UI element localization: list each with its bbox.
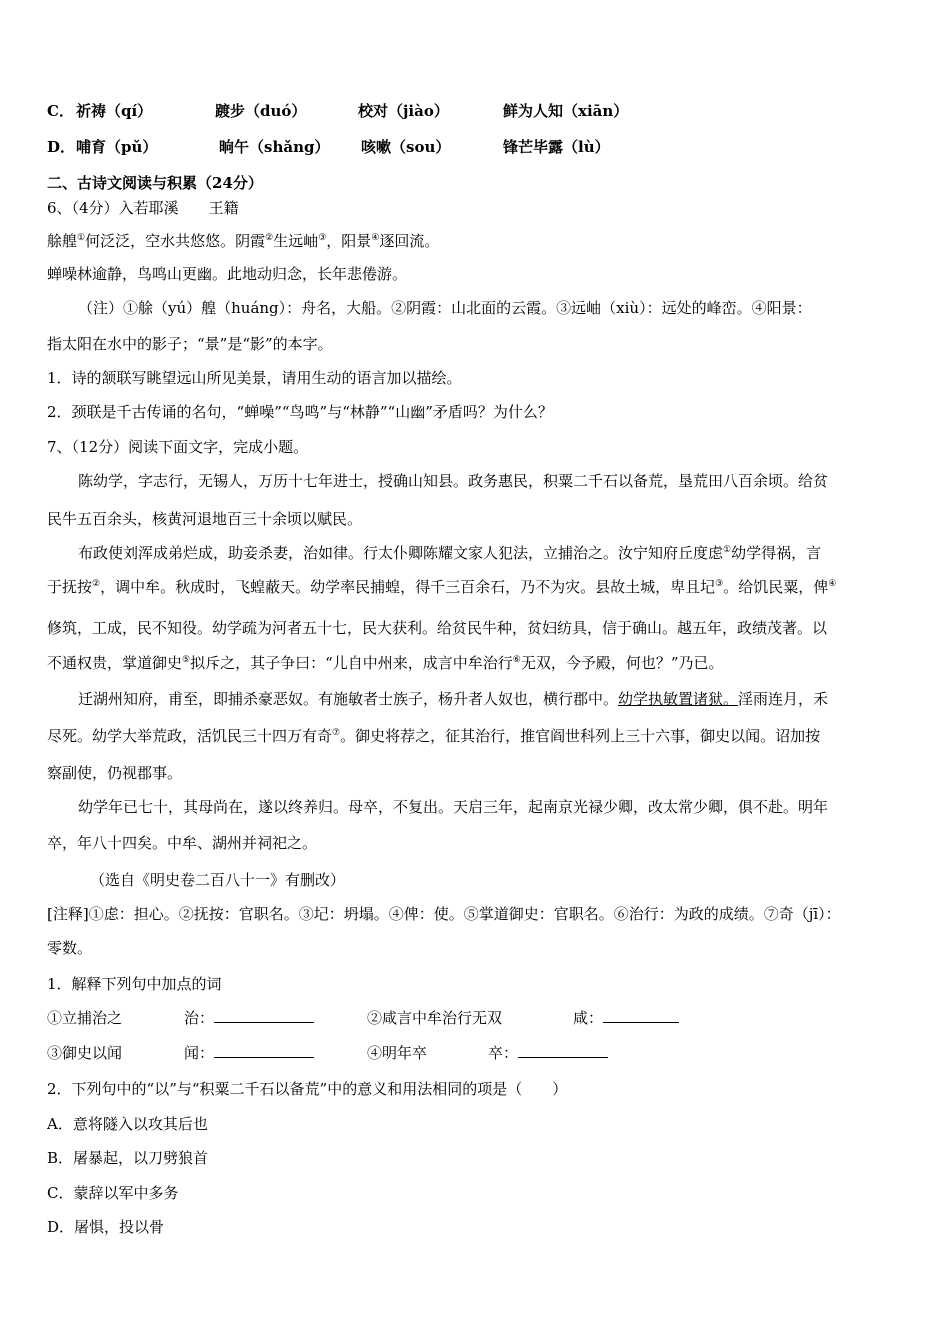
option-c-label: C． bbox=[47, 102, 74, 120]
item-4-word: 卒： bbox=[488, 1043, 608, 1063]
q7-para4-line1: 幼学年已七十，其母尚在，遂以终养归。母卒，不复出。天启三年，起南京光禄少卿，改太常少卿，俱不赴。明年 bbox=[78, 798, 829, 816]
q7-notes-line2: 零数。 bbox=[47, 939, 93, 957]
item-3-word: 闻： bbox=[184, 1043, 314, 1063]
q7-sub-question-2: 2．下列句中的“以”与“积粟二千石以备荒”中的意义和用法相同的项是（ ） bbox=[47, 1080, 568, 1098]
item-1-word: 治： bbox=[184, 1008, 314, 1028]
q7-para1-line2: 民牛五百余头，核黄河退地百三十余顷以赋民。 bbox=[47, 510, 363, 528]
q7-sub-question-1: 1．解释下列句中加点的词 bbox=[47, 975, 222, 993]
q7-para4-line2: 卒，年八十四矣。中牟、湖州并祠祀之。 bbox=[47, 834, 318, 852]
option-c-item-3: 校对（jiào） bbox=[358, 102, 449, 120]
option-d-item-2: 晌午（shǎng） bbox=[219, 138, 330, 156]
option-d-label: D． bbox=[47, 138, 76, 156]
choice-c: C．蒙辞以军中多务 bbox=[47, 1184, 179, 1202]
q7-para2-line4: 不通权贵，掌道御史⑤拟斥之，其子争曰：“儿自中州来，成言中牟治行⑥无双，今予殿，何也？”乃已。 bbox=[47, 654, 724, 672]
q7-para2-line3: 修筑，工成，民不知役。幼学疏为河者五十七，民大获利。给贫民牛种，贫妇纺具，信于确山。越五年，政绩茂著。以 bbox=[47, 619, 828, 637]
option-d-item-4: 锋芒毕露（lù） bbox=[503, 138, 610, 156]
q7-para3-line2: 尽死。幼学大举荒政，活饥民三十四万有奇⑦。御史将荐之，征其治行，推官阎世科列上三十六事，御史以闻。诏加按 bbox=[47, 727, 821, 745]
option-d-item-3: 咳嗽（sou） bbox=[361, 138, 451, 156]
option-c-item-4: 鲜为人知（xiān） bbox=[503, 102, 629, 120]
item-4-phrase: ④明年卒 bbox=[367, 1044, 428, 1062]
q7-para3-line1: 迁湖州知府，甫至，即捕杀豪恶奴。有施敏者士族子，杨升者人奴也，横行郡中。幼学执敏置诸狱。淫雨连月，禾 bbox=[78, 690, 829, 708]
q7-para3-line3: 察副使，仍视郡事。 bbox=[47, 764, 183, 782]
q7-para2-line2: 于抚按②，调中牟。秋成时，飞蝗蔽天。幼学率民捕蝗，得千三百余石，乃不为灾。县故土城，卑且圮③。给饥民粟，俾④ bbox=[47, 578, 837, 596]
item-3-phrase: ③御史以闻 bbox=[47, 1044, 123, 1062]
q6-poem-line-2: 蝉噪林逾静，鸟鸣山更幽。此地动归念，长年悲倦游。 bbox=[47, 265, 408, 283]
item-2-word: 咸： bbox=[573, 1008, 679, 1028]
q6-sub-question-2: 2．颈联是千古传诵的名句，“蝉噪”“鸟鸣”与“林静”“山幽”矛盾吗？为什么？ bbox=[47, 403, 553, 421]
q6-poem-line-1: 艅艎①何泛泛，空水共悠悠。阴霞②生远岫③，阳景④逐回流。 bbox=[47, 232, 440, 250]
underlined-sentence: 幼学执敏置诸狱。 bbox=[618, 690, 739, 708]
q7-header: 7、（12分）阅读下面文字，完成小题。 bbox=[47, 438, 309, 456]
choice-b: B．屠暴起，以刀劈狼首 bbox=[47, 1149, 209, 1167]
answer-blank[interactable] bbox=[518, 1043, 608, 1058]
item-1-phrase: ①立捕治之 bbox=[47, 1009, 123, 1027]
choice-a: A．意将隧入以攻其后也 bbox=[47, 1115, 208, 1133]
q7-para1-line1: 陈幼学，字志行，无锡人，万历十七年进士，授确山知县。政务惠民，积粟二千石以备荒，垦荒田八百余顷。给贫 bbox=[78, 472, 829, 490]
item-2-phrase: ②咸言中牟治行无双 bbox=[367, 1009, 503, 1027]
q6-header: 6、（4分）入若耶溪 王籍 bbox=[47, 199, 239, 217]
answer-blank[interactable] bbox=[214, 1008, 314, 1023]
q7-para2-line1: 布政使刘浑成弟烂成，助妾杀妻，治如律。行太仆卿陈耀文家人犯法，立捕治之。汝宁知府丘度虑①幼学得祸，言 bbox=[78, 544, 822, 562]
q6-note-line-2: 指太阳在水中的影子；“景”是“影”的本字。 bbox=[47, 335, 333, 353]
answer-blank[interactable] bbox=[603, 1008, 679, 1023]
q6-note-line-1: （注）①艅（yú）艎（huáng）：舟名，大船。②阴霞：山北面的云霞。③远岫（xiù）：远处的峰峦。④阳景： bbox=[78, 299, 812, 317]
section-title: 二、古诗文阅读与积累（24分） bbox=[47, 174, 263, 192]
option-c-item-2: 踱步（duó） bbox=[215, 102, 307, 120]
choice-d: D．屠惧，投以骨 bbox=[47, 1218, 165, 1236]
q6-sub-question-1: 1．诗的颔联写眺望远山所见美景，请用生动的语言加以描绘。 bbox=[47, 369, 462, 387]
q7-source: （选自《明史卷二百八十一》有删改） bbox=[90, 871, 346, 889]
q7-notes-line1: [注释]①虑：担心。②抚按：官职名。③圮：坍塌。④俾：使。⑤掌道御史：官职名。⑥治行：为政的成绩。⑦奇（jī）： bbox=[47, 905, 841, 923]
answer-blank[interactable] bbox=[214, 1043, 314, 1058]
option-d-item-1: 哺育（pǔ） bbox=[76, 138, 158, 156]
option-c-item-1: 祈祷（qí） bbox=[76, 102, 153, 120]
